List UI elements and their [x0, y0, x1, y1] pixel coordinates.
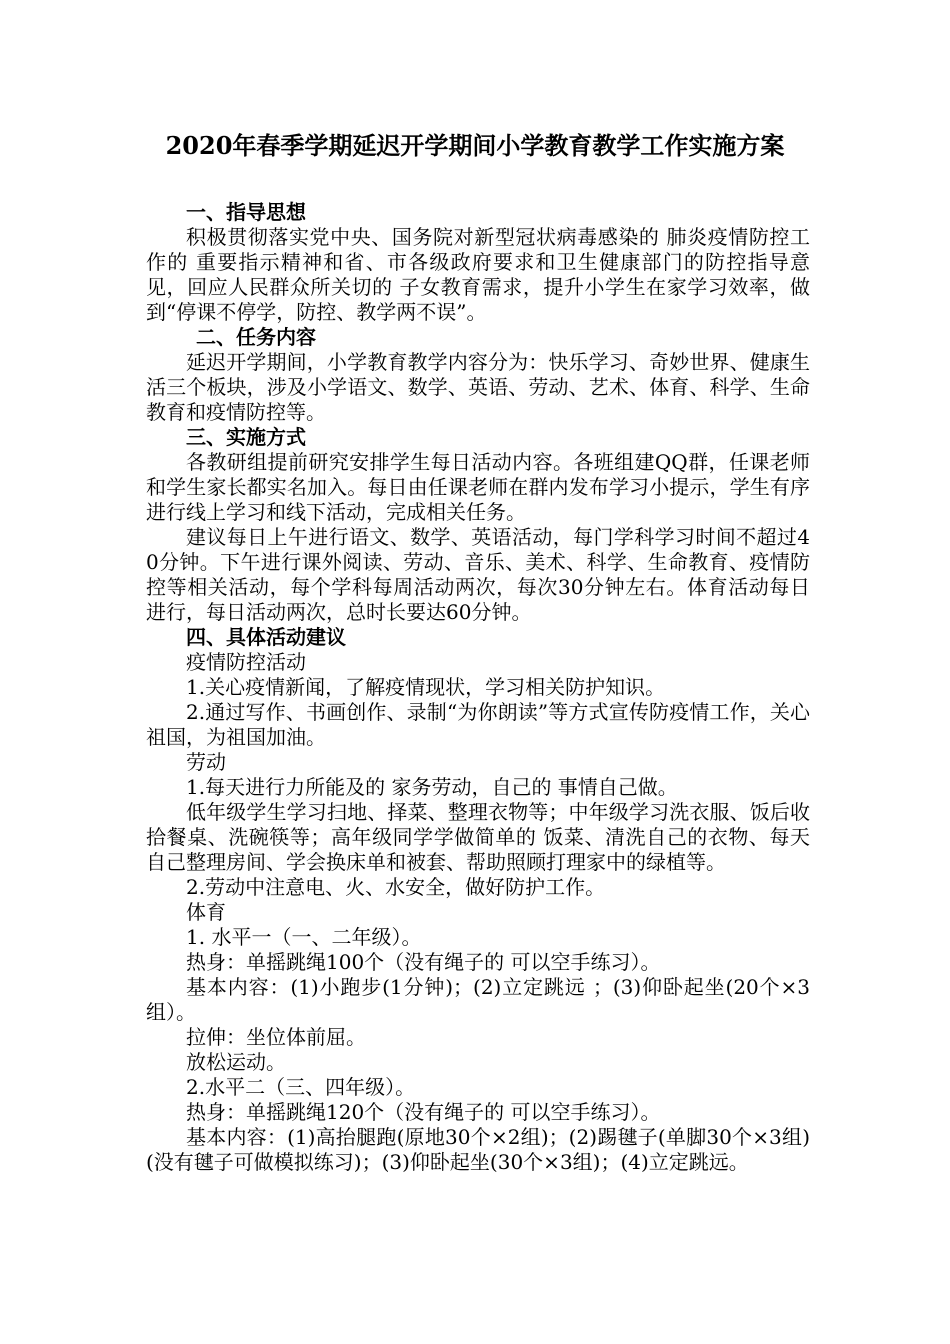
paragraph: 1.每天进行力所能及的 家务劳动，自己的 事情自己做。: [186, 775, 678, 799]
paragraph: 2.水平二（三、四年级）。: [186, 1075, 416, 1099]
paragraph: 基本内容：(1)高抬腿跑(原地30个×2组)；(2)踢毽子(单脚30个×3组)(没有毽子可做模拟练习)；(3)仰卧起坐(30个×3组)；(4)立定跳远。: [146, 1125, 810, 1174]
section-heading-guiding-ideology: 一、指导思想: [186, 200, 306, 224]
paragraph: 疫情防控活动: [186, 650, 306, 674]
paragraph: 1. 水平一（一、二年级）。: [186, 925, 422, 949]
paragraph: 放松运动。: [186, 1050, 286, 1074]
paragraph: 积极贯彻落实党中央、国务院对新型冠状病毒感染的 肺炎疫情防控工作的 重要指示精神和省、市各级政府要求和卫生健康部门的防控指导意见，回应人民群众所关切的 子女教育需求，提升小学生在家学习效率，做到“停课不停学，防控、教学两不误”。: [146, 225, 810, 324]
paragraph: 基本内容：(1)小跑步(1分钟)；(2)立定跳远 ；(3)仰卧起坐(20个×3组）。: [146, 975, 810, 1024]
paragraph: 2.劳动中注意电、火、水安全，做好防护工作。: [186, 875, 606, 899]
paragraph: 低年级学生学习扫地、择菜、整理衣物等；中年级学习洗衣服、饭后收拾餐桌、洗碗筷等；高年级同学学做简单的 饭菜、清洗自己的衣物、每天自己整理房间、学会换床单和被套、帮助照顾打理家中的绿植等。: [146, 800, 810, 874]
paragraph: 热身：单摇跳绳120个（没有绳子的 可以空手练习）。: [186, 1100, 661, 1124]
document-title: 2020年春季学期延迟开学期间小学教育教学工作实施方案: [165, 131, 785, 160]
paragraph: 建议每日上午进行语文、数学、英语活动，每门学科学习时间不超过40分钟。下午进行课外阅读、劳动、音乐、美术、科学、生命教育、疫情防控等相关活动，每个学科每周活动两次，每次30分钟左右。体育活动每日进行，每日活动两次，总时长要达60分钟。: [146, 525, 810, 624]
paragraph: 延迟开学期间，小学教育教学内容分为：快乐学习、奇妙世界、健康生活三个板块，涉及小学语文、数学、英语、劳动、艺术、体育、科学、生命教育和疫情防控等。: [146, 350, 810, 424]
section-heading-activity-suggestions: 四、具体活动建议: [186, 625, 346, 649]
paragraph: 劳动: [186, 750, 226, 774]
paragraph: 拉伸：坐位体前屈。: [186, 1025, 366, 1049]
paragraph: 热身：单摇跳绳100个（没有绳子的 可以空手练习）。: [186, 950, 661, 974]
paragraph: 各教研组提前研究安排学生每日活动内容。各班组建QQ群，任课老师和学生家长都实名加入。每日由任课老师在群内发布学习小提示，学生有序进行线上学习和线下活动，完成相关任务。: [146, 450, 810, 524]
section-heading-task-content: 二、任务内容: [196, 325, 316, 349]
section-heading-implementation: 三、实施方式: [186, 425, 306, 449]
paragraph: 1.关心疫情新闻，了解疫情现状，学习相关防护知识。: [186, 675, 666, 699]
paragraph: 体育: [186, 900, 226, 924]
document-body: [146, 200, 810, 1175]
paragraph: 2.通过写作、书画创作、录制“为你朗读”等方式宣传防疫情工作，关心祖国，为祖国加油。: [146, 700, 810, 749]
